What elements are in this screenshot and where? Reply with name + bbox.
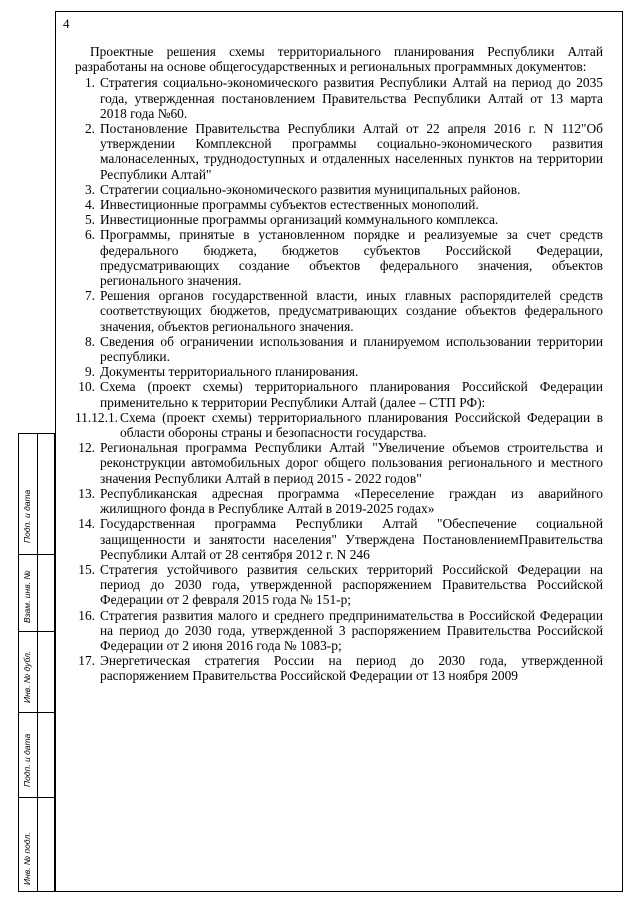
list-item-number: 16. xyxy=(78,607,95,623)
list-item-number: 8. xyxy=(84,333,95,349)
list-item xyxy=(75,516,603,562)
list-item xyxy=(75,562,603,608)
page-number: 4 xyxy=(63,16,70,31)
list-item-text: Схема (проект схемы) территориального планирования Российской Федерации применительно к территории Республики Алтай (далее – СТП РФ): xyxy=(100,379,603,410)
list-item xyxy=(75,440,603,486)
list-item xyxy=(75,410,603,440)
document-body xyxy=(75,44,603,684)
stamp-blank-4 xyxy=(37,712,55,798)
list-item xyxy=(75,182,603,197)
list-item-text: Программы, принятые в установленном порядке и реализуемые за счет средств федерального бюджета, бюджетов субъектов Российской Федерации, предусматривающих создание объектов федерального значения, объектов регионального значения. xyxy=(100,227,603,289)
list-item xyxy=(75,288,603,334)
list-item-number: 2. xyxy=(84,121,95,137)
list-item xyxy=(75,212,603,227)
list-item-text: Постановление Правительства Республики Алтай от 22 апреля 2016 г. N 112"Об утверждении Комплексной программы социально-экономического развития малонаселенных, труднодоступных и отдаленных населенных пунктов на территории Республики Алтай" xyxy=(100,121,603,182)
list-item-text: Решения органов государственной власти, иных главных распорядителей средств соответствующих бюджетов, предусматривающих создание объектов федерального значения, объектов регионального значения. xyxy=(100,288,603,334)
list-item xyxy=(75,379,603,409)
list-item-number: 7. xyxy=(84,288,95,304)
stamp-label-dup-inv: Инв. № дубл. xyxy=(22,650,32,703)
list-item xyxy=(75,121,603,182)
list-item xyxy=(75,364,603,379)
list-item-text: Стратегия социально-экономического развития Республики Алтай на период до 2035 года, утвержденная постановлением Правительства Республики Алтай от 13 марта 2018 года №60. xyxy=(100,75,603,121)
list-item xyxy=(75,75,603,121)
list-item-text: Схема (проект схемы) территориального планирования Российской Федерации в области обороны страны и безопасности государства. xyxy=(120,409,603,441)
list-item-text: Государственная программа Республики Алтай "Обеспечение социальной защищенности и занятости населения" Утверждена ПостановлениемПравительства Республики Алтай от 28 сентября 2012 г. N 246 xyxy=(100,516,603,562)
list-item-number: 3. xyxy=(84,181,95,197)
list-item-text: Стратегии социально-экономического развития муниципальных районов. xyxy=(100,181,521,197)
stamp-blank-2 xyxy=(37,554,55,632)
list-item-text: Региональная программа Республики Алтай "Увеличение объемов строительства и реконструкции автомобильных дорог общего пользования регионального и местного значения Республики Алтай в период 2015 - 2022 годов" xyxy=(100,440,603,486)
intro-paragraph: Проектные решения схемы территориального планирования Республики Алтай разработаны на основе общегосударственных и региональных программных документов: xyxy=(75,44,603,75)
list-item-number: 4. xyxy=(84,197,95,213)
list-item-number: 10. xyxy=(78,379,95,395)
list-item-number: 12. xyxy=(78,440,95,456)
list-item-number: 17. xyxy=(78,653,95,669)
stamp-blank-5 xyxy=(37,797,55,892)
list-item xyxy=(75,197,603,212)
stamp-blank-3 xyxy=(37,631,55,713)
list-item-text: Документы территориального планирования. xyxy=(100,364,359,380)
stamp-label-orig-inv: Инв. № подл. xyxy=(22,832,32,885)
list-item xyxy=(75,227,603,288)
list-item-number: 1. xyxy=(84,75,95,91)
list-item xyxy=(75,653,603,683)
list-item-text: Сведения об ограничении использования и планируемом использовании территории республики. xyxy=(100,333,603,365)
list-item xyxy=(75,608,603,654)
list-item-text: Инвестиционные программы организаций коммунального комплекса. xyxy=(100,212,499,228)
list-item-number: 5. xyxy=(84,212,95,228)
list-item xyxy=(75,334,603,364)
list-item-text: Стратегия устойчивого развития сельских территорий Российской Федерации на период до 2030 года, утвержденной распоряжением Правительства Российской Федерации от 2 февраля 2015 года № 151-р; xyxy=(100,561,603,608)
list-item-text: Энергетическая стратегия России на период до 2030 года, утвержденной распоряжением Правительства Российской Федерации от 13 ноября 2009 xyxy=(100,653,603,684)
stamp-blank-1 xyxy=(37,433,55,555)
list-item-number: 13. xyxy=(78,485,95,501)
list-item-number: 6. xyxy=(84,227,95,243)
stamp-label-sign-date-1: Подп. и дата xyxy=(22,489,32,543)
list-item-text: Инвестиционные программы субъектов естественных монополий. xyxy=(100,197,479,213)
stamp-label-replace-inv: Взам. инв. № xyxy=(22,570,32,623)
list-item-number: 11.12.1. xyxy=(75,409,119,425)
list-item-number: 9. xyxy=(84,364,95,380)
approval-stamp xyxy=(18,433,55,892)
list-item xyxy=(75,486,603,516)
stamp-label-sign-date-2: Подп. и дата xyxy=(22,733,32,787)
list-item-text: Республиканская адресная программа «Переселение граждан из аварийного жилищного фонда в Республике Алтай в 2019-2025 годах» xyxy=(100,485,603,517)
list-item-number: 14. xyxy=(78,516,95,532)
document-list xyxy=(75,75,603,683)
list-item-number: 15. xyxy=(78,561,95,577)
list-item-text: Стратегия развития малого и среднего предпринимательства в Российской Федерации на период до 2030 года, утвержденной 3 распоряжением Правительства Российской Федерации от 2 июня 2016 года № 1083-р; xyxy=(100,607,603,653)
